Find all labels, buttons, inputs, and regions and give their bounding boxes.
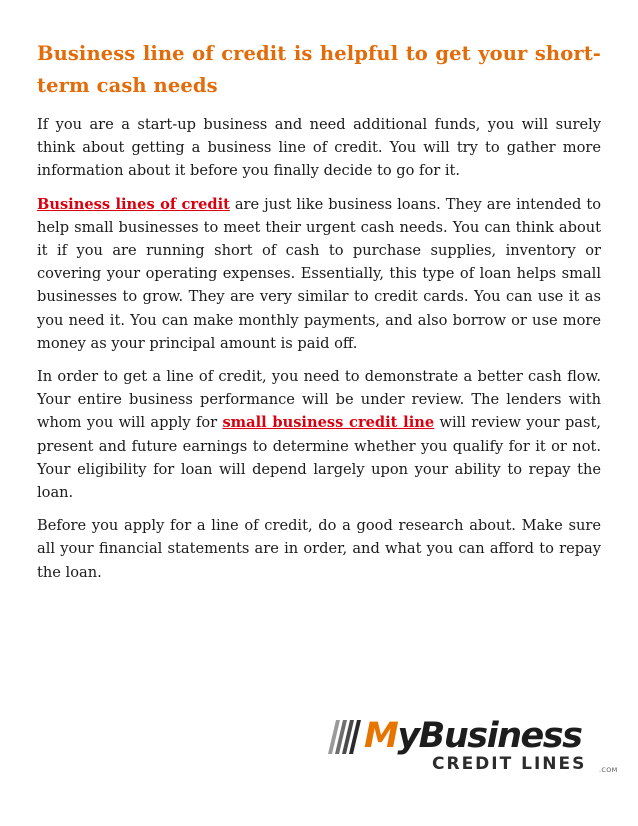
logo-business-text: yBusiness — [397, 716, 582, 756]
document-page — [37, 38, 601, 594]
logo-stripes-icon — [328, 720, 364, 754]
logo-wordmark — [364, 716, 581, 756]
my-business-credit-lines-logo — [328, 716, 628, 778]
logo-m-letter: M — [364, 716, 398, 756]
paragraph-1: If you are a start-up business and need additional funds, you will surely think about getting a business line of credit. You will try to gather more information about it before you finally decide to go for it. — [37, 116, 601, 180]
paragraph-2 — [37, 193, 601, 355]
article-heading: Business line of credit is helpful to get your short-term cash needs — [37, 42, 601, 97]
paragraph-3 — [37, 365, 601, 504]
logo-com-text: .COM — [599, 766, 618, 774]
paragraph-3-text-after: will review your past, present and future earnings to determine whether you qualify for it or not. Your eligibility for loan will depend largely upon your ability to repay the loan. — [37, 414, 601, 502]
business-lines-of-credit-link[interactable]: Business lines of credit — [37, 195, 230, 213]
paragraph-3-text-before: In order to get a line of credit, you need to demonstrate a better cash flow. Your entire business performance will be under review. The lenders with whom you will apply for — [37, 368, 601, 432]
small-business-credit-line-link[interactable]: small business credit line — [222, 414, 435, 432]
paragraph-2-text: are just like business loans. They are intended to help small businesses to meet their urgent cash needs. You can think about it if you are running short of cash to purchase supplies, inventory or covering your operating expenses. Essentially, this type of loan helps small businesses to grow. They are very similar to credit cards. You can use it as you need it. You can make monthly payments, and also borrow or use more money as your principal amount is paid off. — [37, 195, 601, 352]
paragraph-4: Before you apply for a line of credit, do a good research about. Make sure all your financial statements are in order, and what you can afford to repay the loan. — [37, 517, 601, 581]
logo-credit-lines-text: CREDIT LINES — [432, 754, 587, 774]
